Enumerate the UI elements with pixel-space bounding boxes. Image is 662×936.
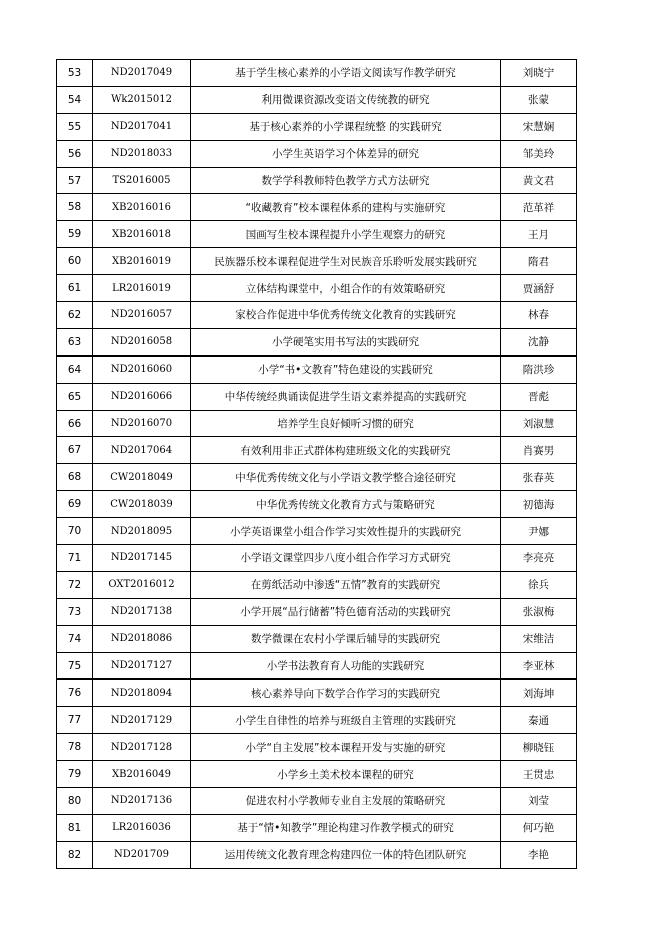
- table-row: [57, 625, 577, 652]
- leader-name: 秦通: [501, 707, 577, 734]
- row-number: 67: [57, 437, 93, 464]
- row-number: 53: [57, 60, 93, 87]
- table-row: [57, 545, 577, 572]
- project-code: ND2016060: [93, 356, 191, 383]
- project-title: 家校合作促进中华优秀传统文化教育的实践研究: [191, 302, 501, 329]
- leader-name: 林春: [501, 302, 577, 329]
- project-title: 数学微课在农村小学课后辅导的实践研究: [191, 625, 501, 652]
- project-title: 培养学生良好倾听习惯的研究: [191, 410, 501, 437]
- table-row: [57, 140, 577, 167]
- project-code: ND2016057: [93, 302, 191, 329]
- project-title: 小学“自主发展”校本课程开发与实施的研究: [191, 734, 501, 761]
- table-row: [57, 652, 577, 679]
- project-title: 小学语文课堂四步八度小组合作学习方式研究: [191, 545, 501, 572]
- leader-name: 邹美玲: [501, 140, 577, 167]
- row-number: 71: [57, 545, 93, 572]
- project-code: ND2017128: [93, 734, 191, 761]
- project-code: ND2018094: [93, 679, 191, 706]
- table-row: [57, 383, 577, 410]
- row-number: 82: [57, 841, 93, 868]
- row-number: 70: [57, 518, 93, 545]
- project-title: 小学书法教育育人功能的实践研究: [191, 652, 501, 679]
- leader-name: 张春英: [501, 464, 577, 491]
- project-code: ND2017049: [93, 60, 191, 87]
- project-title: 中华优秀传统文化与小学语文教学整合途径研究: [191, 464, 501, 491]
- row-number: 79: [57, 761, 93, 788]
- project-code: TS2016005: [93, 167, 191, 194]
- project-code: ND2017041: [93, 113, 191, 140]
- row-number: 61: [57, 275, 93, 302]
- row-number: 60: [57, 248, 93, 275]
- table-row: [57, 788, 577, 815]
- project-code: ND2018033: [93, 140, 191, 167]
- leader-name: 隋洪珍: [501, 356, 577, 383]
- leader-name: 张蒙: [501, 86, 577, 113]
- row-number: 54: [57, 86, 93, 113]
- row-number: 66: [57, 410, 93, 437]
- project-title: 小学乡土美术校本课程的研究: [191, 761, 501, 788]
- project-title: 促进农村小学教师专业自主发展的策略研究: [191, 788, 501, 815]
- leader-name: 刘晓宁: [501, 60, 577, 87]
- leader-name: 刘海坤: [501, 679, 577, 706]
- row-number: 64: [57, 356, 93, 383]
- project-table-body: [57, 60, 577, 869]
- project-code: XB2016018: [93, 221, 191, 248]
- leader-name: 隋君: [501, 248, 577, 275]
- project-code: XB2016016: [93, 194, 191, 221]
- project-title: 有效利用非正式群体构建班级文化的实践研究: [191, 437, 501, 464]
- project-code: CW2018039: [93, 491, 191, 518]
- project-code: ND2016066: [93, 383, 191, 410]
- table-row: [57, 167, 577, 194]
- table-row: [57, 598, 577, 625]
- table-row: [57, 60, 577, 87]
- project-title: 立体结构课堂中，小组合作的有效策略研究: [191, 275, 501, 302]
- table-row: [57, 86, 577, 113]
- project-title: 小学“书•文教育”特色建设的实践研究: [191, 356, 501, 383]
- project-title: 数学学科教师特色教学方式方法研究: [191, 167, 501, 194]
- leader-name: 沈静: [501, 328, 577, 355]
- table-row: [57, 356, 577, 383]
- table-row: [57, 221, 577, 248]
- leader-name: 贾涵舒: [501, 275, 577, 302]
- table-row: [57, 113, 577, 140]
- project-code: ND2017145: [93, 545, 191, 572]
- project-code: LR2016019: [93, 275, 191, 302]
- project-code: ND2016058: [93, 328, 191, 355]
- leader-name: 宋维洁: [501, 625, 577, 652]
- leader-name: 李亮亮: [501, 545, 577, 572]
- leader-name: 初德海: [501, 491, 577, 518]
- table-row: [57, 679, 577, 706]
- project-table: [56, 59, 577, 869]
- row-number: 65: [57, 383, 93, 410]
- leader-name: 何巧艳: [501, 814, 577, 841]
- table-row: [57, 707, 577, 734]
- project-code: ND2017064: [93, 437, 191, 464]
- row-number: 77: [57, 707, 93, 734]
- table-row: [57, 248, 577, 275]
- table-row: [57, 437, 577, 464]
- project-title: 民族器乐校本课程促进学生对民族音乐聆听发展实践研究: [191, 248, 501, 275]
- project-code: ND2017129: [93, 707, 191, 734]
- project-title: 基于核心素养的小学课程统整 的实践研究: [191, 113, 501, 140]
- table-row: [57, 194, 577, 221]
- project-title: 基于“情•知教学”理论构建习作教学模式的研究: [191, 814, 501, 841]
- row-number: 56: [57, 140, 93, 167]
- row-number: 78: [57, 734, 93, 761]
- table-row: [57, 841, 577, 868]
- project-title: 中华优秀传统文化教育方式与策略研究: [191, 491, 501, 518]
- row-number: 72: [57, 571, 93, 598]
- row-number: 69: [57, 491, 93, 518]
- leader-name: 徐兵: [501, 571, 577, 598]
- project-code: Wk2015012: [93, 86, 191, 113]
- project-title: 小学硬笔实用书写法的实践研究: [191, 328, 501, 355]
- leader-name: 晋彪: [501, 383, 577, 410]
- table-row: [57, 328, 577, 355]
- project-code: ND2018095: [93, 518, 191, 545]
- leader-name: 刘淑慧: [501, 410, 577, 437]
- leader-name: 范革祥: [501, 194, 577, 221]
- project-title: 小学生自律性的培养与班级自主管理的实践研究: [191, 707, 501, 734]
- row-number: 81: [57, 814, 93, 841]
- project-title: 国画写生校本课程提升小学生观察力的研究: [191, 221, 501, 248]
- project-code: ND2017127: [93, 652, 191, 679]
- table-row: [57, 491, 577, 518]
- project-title: 中华传统经典诵读促进学生语文素养提高的实践研究: [191, 383, 501, 410]
- leader-name: 张淑梅: [501, 598, 577, 625]
- project-code: ND201709: [93, 841, 191, 868]
- project-code: OXT2016012: [93, 571, 191, 598]
- project-title: 小学英语课堂小组合作学习实效性提升的实践研究: [191, 518, 501, 545]
- leader-name: 李亚林: [501, 652, 577, 679]
- leader-name: 肖赛男: [501, 437, 577, 464]
- table-row: [57, 814, 577, 841]
- table-row: [57, 302, 577, 329]
- leader-name: 王贯忠: [501, 761, 577, 788]
- project-title: 利用微课资源改变语文传统教的研究: [191, 86, 501, 113]
- project-code: ND2017136: [93, 788, 191, 815]
- project-code: ND2016070: [93, 410, 191, 437]
- row-number: 68: [57, 464, 93, 491]
- leader-name: 李艳: [501, 841, 577, 868]
- table-row: [57, 518, 577, 545]
- leader-name: 宋慧娴: [501, 113, 577, 140]
- project-title: 小学开展“品行储蓄”特色德育活动的实践研究: [191, 598, 501, 625]
- project-title: 运用传统文化教育理念构建四位一体的特色团队研究: [191, 841, 501, 868]
- leader-name: 黄文君: [501, 167, 577, 194]
- project-title: 基于学生核心素养的小学语文阅读写作教学研究: [191, 60, 501, 87]
- table-row: [57, 761, 577, 788]
- row-number: 80: [57, 788, 93, 815]
- project-title: 核心素养导向下数学合作学习的实践研究: [191, 679, 501, 706]
- row-number: 58: [57, 194, 93, 221]
- row-number: 74: [57, 625, 93, 652]
- table-row: [57, 410, 577, 437]
- row-number: 62: [57, 302, 93, 329]
- table-row: [57, 734, 577, 761]
- row-number: 57: [57, 167, 93, 194]
- project-title: “收藏教育”校本课程体系的建构与实施研究: [191, 194, 501, 221]
- table-row: [57, 464, 577, 491]
- project-code: XB2016019: [93, 248, 191, 275]
- project-code: XB2016049: [93, 761, 191, 788]
- leader-name: 尹娜: [501, 518, 577, 545]
- leader-name: 刘莹: [501, 788, 577, 815]
- row-number: 63: [57, 328, 93, 355]
- row-number: 55: [57, 113, 93, 140]
- project-code: LR2016036: [93, 814, 191, 841]
- row-number: 76: [57, 679, 93, 706]
- row-number: 73: [57, 598, 93, 625]
- row-number: 59: [57, 221, 93, 248]
- project-title: 小学生英语学习个体差异的研究: [191, 140, 501, 167]
- leader-name: 柳晓钰: [501, 734, 577, 761]
- leader-name: 王月: [501, 221, 577, 248]
- row-number: 75: [57, 652, 93, 679]
- project-code: CW2018049: [93, 464, 191, 491]
- project-title: 在剪纸活动中渗透“五情”教育的实践研究: [191, 571, 501, 598]
- table-row: [57, 571, 577, 598]
- project-code: ND2017138: [93, 598, 191, 625]
- table-row: [57, 275, 577, 302]
- project-code: ND2018086: [93, 625, 191, 652]
